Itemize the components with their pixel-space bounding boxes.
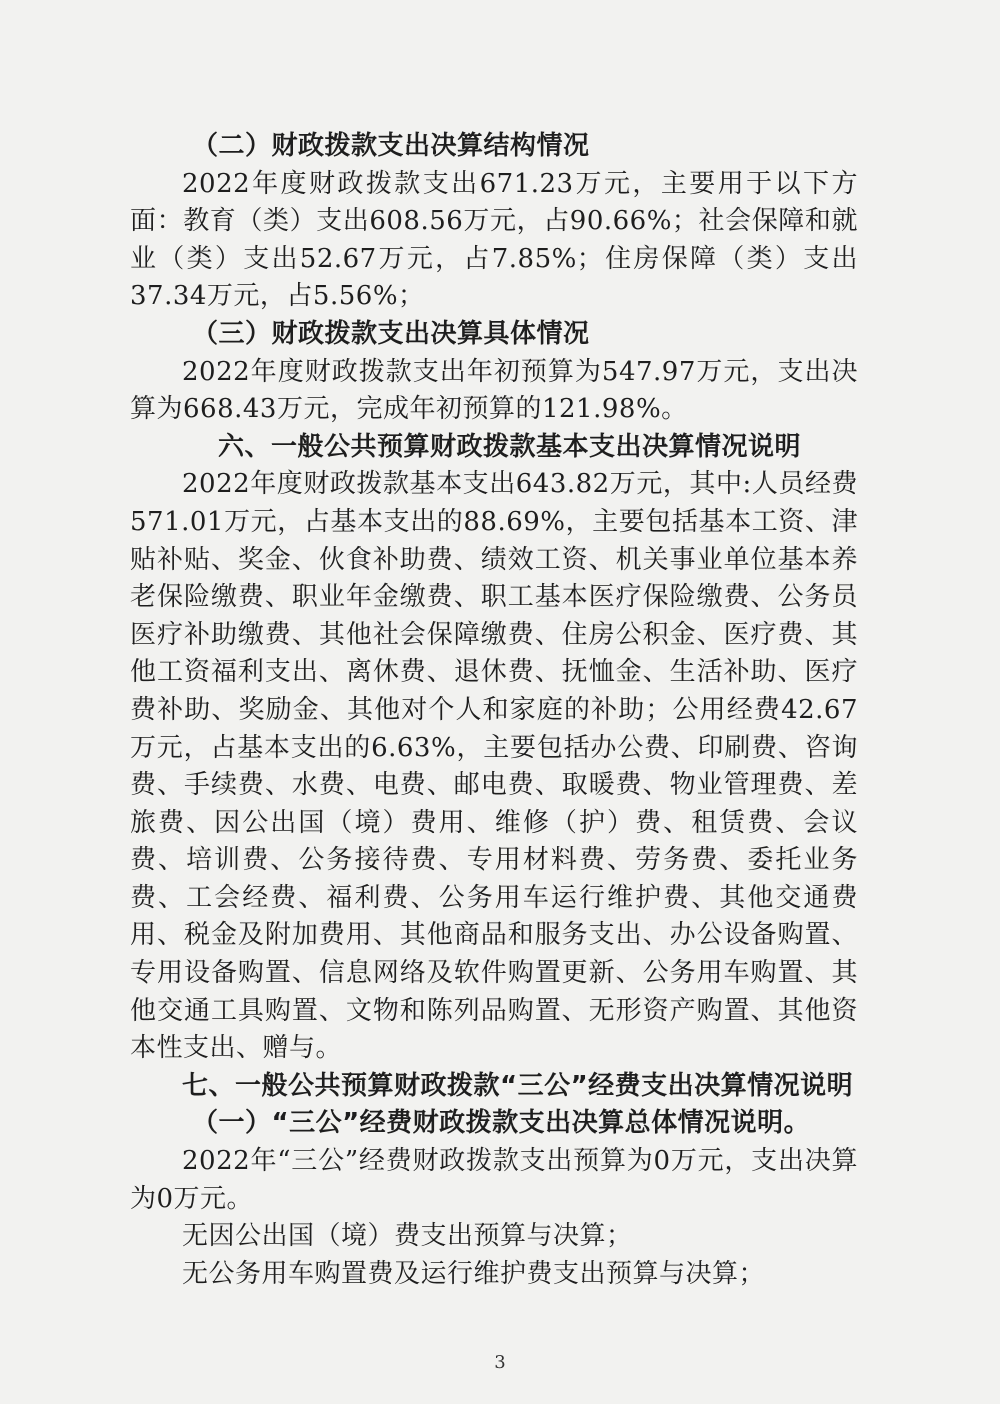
- chapter-heading-basic-expenditure: 六、一般公共预算财政拨款基本支出决算情况说明: [218, 431, 802, 462]
- section-heading-structure: （二）财政拨款支出决算结构情况: [192, 131, 590, 161]
- paragraph-basic-expenditure: 2022年度财政拨款基本支出643.82万元，其中:人员经费571.01万元，占基本支出的88.69%，主要包括基本工资、津贴补贴、奖金、伙食补助费、绩效工资、机关事业单位基本养老保险缴费、职业年金缴费、职工基本医疗保险缴费、公务员医疗补助缴费、其他社会保障缴费、住房公积金、医疗费、其他工资福利支出、离休费、退休费、抚恤金、生活补助、医疗费补助、奖励金、其他对个人和家庭的补助；公用经费42.67万元，占基本支出的6.63%，主要包括办公费、印刷费、咨询费、手续费、水费、电费、邮电费、取暖费、物业管理费、差旅费、因公出国（境）费用、维修（护）费、租赁费、会议费、培训费、公务接待费、专用材料费、劳务费、委托业务费、工会经费、福利费、公务用车运行维护费、其他交通费用、税金及附加费用、其他商品和服务支出、办公设备购置、专用设备购置、信息网络及软件购置更新、公务用车购置、其他交通工具购置、文物和陈列品购置、无形资产购置、其他资本性支出、赠与。: [130, 469, 858, 1064]
- page-number: 3: [494, 1352, 506, 1373]
- document-body: [130, 128, 858, 1293]
- paragraph-details: 2022年度财政拨款支出年初预算为547.97万元，支出决算为668.43万元，完成年初预算的121.98%。: [130, 356, 858, 425]
- chapter-heading-three-public: 七、一般公共预算财政拨款“三公”经费支出决算情况说明: [182, 1070, 854, 1101]
- paragraph-three-public-overview: 2022年“三公”经费财政拨款支出预算为0万元，支出决算为0万元。: [130, 1146, 858, 1214]
- section-heading-details: （三）财政拨款支出决算具体情况: [192, 318, 590, 349]
- paragraph-structure: 2022年度财政拨款支出671.23万元，主要用于以下方面：教育（类）支出608.56万元，占90.66%；社会保障和就业（类）支出52.67万元，占7.85%；住房保障（类）支出37.34万元，占5.56%；: [130, 168, 858, 312]
- paragraph-no-overseas: 无因公出国（境）费支出预算与决算；: [182, 1221, 633, 1252]
- paragraph-no-vehicle: 无公务用车购置费及运行维护费支出预算与决算；: [182, 1258, 766, 1289]
- section-heading-three-public-overview: （一）“三公”经费财政拨款支出决算总体情况说明。: [192, 1108, 811, 1139]
